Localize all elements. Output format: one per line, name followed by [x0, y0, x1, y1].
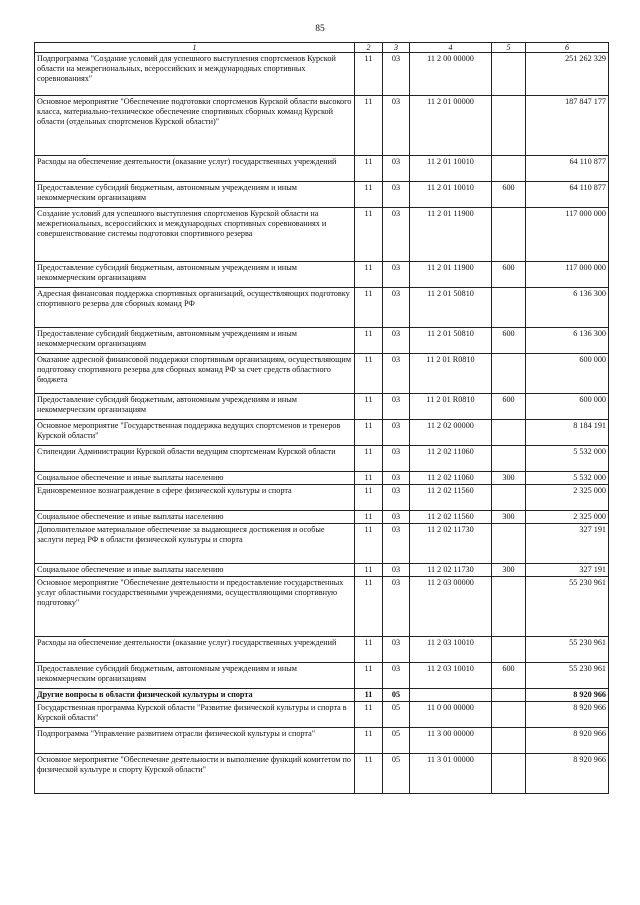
expense-type-cell: [492, 689, 526, 702]
section-code-cell: 11: [355, 728, 383, 754]
target-article-cell: 11 2 02 11060: [410, 472, 492, 485]
amount-cell: 6 136 300: [526, 288, 609, 328]
table-row: [35, 182, 609, 208]
target-article-cell: 11 2 00 00000: [410, 53, 492, 96]
subsection-code-cell: 03: [383, 564, 410, 577]
table-row: [35, 702, 609, 728]
row-name-cell: Основное мероприятие "Обеспечение подготовки спортсменов Курской области высокого класса, материально-техническое обеспечение спортивных сборных команд Курской области (отдельных спортсменов Курской области)": [35, 96, 355, 156]
subsection-code-cell: 03: [383, 511, 410, 524]
table-row: [35, 524, 609, 564]
expense-type-cell: [492, 702, 526, 728]
table-row: [35, 53, 609, 96]
subsection-code-cell: 03: [383, 288, 410, 328]
section-code-cell: 11: [355, 262, 383, 288]
target-article-cell: 11 2 02 11730: [410, 524, 492, 564]
row-name-cell: Основное мероприятие "Обеспечение деятельности и выполнение функций комитетом по физической культуре и спорту Курской области": [35, 754, 355, 794]
amount-cell: 5 532 000: [526, 446, 609, 472]
row-name-cell: Предоставление субсидий бюджетным, автономным учреждениям и иным некоммерческим организациям: [35, 182, 355, 208]
target-article-cell: 11 2 02 11560: [410, 511, 492, 524]
subsection-code-cell: 03: [383, 420, 410, 446]
target-article-cell: 11 2 01 00000: [410, 96, 492, 156]
subsection-code-cell: 03: [383, 182, 410, 208]
row-name-cell: Адресная финансовая поддержка спортивных организаций, осуществляющих подготовку спортивного резерва для сборных команд РФ: [35, 288, 355, 328]
expense-type-cell: [492, 96, 526, 156]
row-name-cell: Подпрограмма "Управление развитием отрасли физической культуры и спорта": [35, 728, 355, 754]
expense-type-cell: 300: [492, 564, 526, 577]
section-code-cell: 11: [355, 182, 383, 208]
amount-cell: 55 230 961: [526, 663, 609, 689]
subsection-code-cell: 03: [383, 663, 410, 689]
subsection-code-cell: 03: [383, 156, 410, 182]
amount-cell: 117 000 000: [526, 262, 609, 288]
amount-cell: 2 325 000: [526, 511, 609, 524]
page-number: 85: [315, 24, 325, 34]
target-article-cell: 11 2 02 00000: [410, 420, 492, 446]
amount-cell: 8 920 966: [526, 702, 609, 728]
target-article-cell: 11 2 02 11060: [410, 446, 492, 472]
table-row: [35, 637, 609, 663]
subsection-code-cell: 03: [383, 354, 410, 394]
amount-cell: 117 000 000: [526, 208, 609, 262]
subsection-code-cell: 03: [383, 577, 410, 637]
column-header: 5: [492, 43, 526, 53]
table-row: [35, 354, 609, 394]
target-article-cell: 11 3 00 00000: [410, 728, 492, 754]
target-article-cell: 11 2 03 10010: [410, 637, 492, 663]
table-row: [35, 288, 609, 328]
section-code-cell: 11: [355, 485, 383, 511]
target-article-cell: 11 2 01 11900: [410, 262, 492, 288]
amount-cell: 5 532 000: [526, 472, 609, 485]
subsection-code-cell: 03: [383, 472, 410, 485]
row-name-cell: Социальное обеспечение и иные выплаты населению: [35, 472, 355, 485]
table-row: [35, 728, 609, 754]
expense-type-cell: [492, 420, 526, 446]
target-article-cell: 11 2 02 11560: [410, 485, 492, 511]
row-name-cell: Стипендии Администрации Курской области ведущим спортсменам Курской области: [35, 446, 355, 472]
table-row: [35, 472, 609, 485]
expense-type-cell: [492, 53, 526, 96]
amount-cell: 2 325 000: [526, 485, 609, 511]
row-name-cell: Другие вопросы в области физической культуры и спорта: [35, 689, 355, 702]
subsection-code-cell: 03: [383, 208, 410, 262]
section-code-cell: 11: [355, 689, 383, 702]
amount-cell: 600 000: [526, 394, 609, 420]
row-name-cell: Расходы на обеспечение деятельности (оказание услуг) государственных учреждений: [35, 156, 355, 182]
amount-cell: 55 230 961: [526, 577, 609, 637]
amount-cell: 8 184 191: [526, 420, 609, 446]
expense-type-cell: [492, 524, 526, 564]
amount-cell: 600 000: [526, 354, 609, 394]
table-row: [35, 689, 609, 702]
section-code-cell: 11: [355, 208, 383, 262]
target-article-cell: 11 2 01 10010: [410, 156, 492, 182]
expense-type-cell: 600: [492, 262, 526, 288]
table-header-row: [35, 43, 609, 53]
amount-cell: 6 136 300: [526, 328, 609, 354]
row-name-cell: Государственная программа Курской области "Развитие физической культуры и спорта в Курской области": [35, 702, 355, 728]
target-article-cell: 11 3 01 00000: [410, 754, 492, 794]
amount-cell: 327 191: [526, 564, 609, 577]
subsection-code-cell: 03: [383, 53, 410, 96]
amount-cell: 8 920 966: [526, 728, 609, 754]
row-name-cell: Оказание адресной финансовой поддержки спортивным организациям, осуществляющим подготовку спортивного резерва для сборных команд РФ за счет средств областного бюджета: [35, 354, 355, 394]
target-article-cell: 11 2 02 11730: [410, 564, 492, 577]
row-name-cell: Социальное обеспечение и иные выплаты населению: [35, 564, 355, 577]
amount-cell: 327 191: [526, 524, 609, 564]
section-code-cell: 11: [355, 663, 383, 689]
table-row: [35, 485, 609, 511]
expense-type-cell: [492, 728, 526, 754]
section-code-cell: 11: [355, 53, 383, 96]
amount-cell: 64 110 877: [526, 182, 609, 208]
subsection-code-cell: 03: [383, 328, 410, 354]
section-code-cell: 11: [355, 511, 383, 524]
row-name-cell: Подпрограмма "Создание условий для успешного выступления спортсменов Курской области на межрегиональных, всероссийских и международных спортивных соревнованиях": [35, 53, 355, 96]
subsection-code-cell: 03: [383, 446, 410, 472]
expense-type-cell: [492, 208, 526, 262]
table-row: [35, 663, 609, 689]
expense-type-cell: [492, 577, 526, 637]
target-article-cell: 11 2 01 10010: [410, 182, 492, 208]
target-article-cell: 11 2 01 50810: [410, 288, 492, 328]
expense-type-cell: 300: [492, 472, 526, 485]
section-code-cell: 11: [355, 96, 383, 156]
subsection-code-cell: 03: [383, 262, 410, 288]
column-header: 6: [526, 43, 609, 53]
row-name-cell: Основное мероприятие "Государственная поддержка ведущих спортсменов и тренеров Курской области": [35, 420, 355, 446]
table-row: [35, 564, 609, 577]
section-code-cell: 11: [355, 420, 383, 446]
row-name-cell: Дополнительное материальное обеспечение за выдающиеся достижения и особые заслуги перед РФ в области физической культуры и спорта: [35, 524, 355, 564]
subsection-code-cell: 05: [383, 754, 410, 794]
expense-type-cell: [492, 485, 526, 511]
target-article-cell: 11 2 01 R0810: [410, 354, 492, 394]
expense-type-cell: [492, 754, 526, 794]
row-name-cell: Предоставление субсидий бюджетным, автономным учреждениям и иным некоммерческим организациям: [35, 663, 355, 689]
table-row: [35, 208, 609, 262]
amount-cell: 64 110 877: [526, 156, 609, 182]
table-row: [35, 446, 609, 472]
expense-type-cell: [492, 446, 526, 472]
subsection-code-cell: 05: [383, 702, 410, 728]
row-name-cell: Предоставление субсидий бюджетным, автономным учреждениям и иным некоммерческим организациям: [35, 394, 355, 420]
section-code-cell: 11: [355, 754, 383, 794]
section-code-cell: 11: [355, 446, 383, 472]
row-name-cell: Предоставление субсидий бюджетным, автономным учреждениям и иным некоммерческим организациям: [35, 328, 355, 354]
amount-cell: 187 847 177: [526, 96, 609, 156]
subsection-code-cell: 05: [383, 689, 410, 702]
table-row: [35, 577, 609, 637]
expense-type-cell: [492, 637, 526, 663]
table-row: [35, 328, 609, 354]
section-code-cell: 11: [355, 637, 383, 663]
subsection-code-cell: 05: [383, 728, 410, 754]
row-name-cell: Единовременное вознаграждение в сфере физической культуры и спорта: [35, 485, 355, 511]
subsection-code-cell: 03: [383, 485, 410, 511]
section-code-cell: 11: [355, 472, 383, 485]
section-code-cell: 11: [355, 354, 383, 394]
target-article-cell: 11 2 01 R0810: [410, 394, 492, 420]
expense-type-cell: [492, 288, 526, 328]
column-header: 4: [410, 43, 492, 53]
amount-cell: 55 230 961: [526, 637, 609, 663]
row-name-cell: Основное мероприятие "Обеспечение деятельности и предоставление государственных услуг областными государственными учреждениями, осуществляющими спортивную подготовку": [35, 577, 355, 637]
expense-type-cell: 300: [492, 511, 526, 524]
subsection-code-cell: 03: [383, 96, 410, 156]
section-code-cell: 11: [355, 524, 383, 564]
table-row: [35, 394, 609, 420]
budget-table: [34, 42, 609, 794]
column-header: 3: [383, 43, 410, 53]
section-code-cell: 11: [355, 288, 383, 328]
expense-type-cell: [492, 354, 526, 394]
target-article-cell: 11 2 03 00000: [410, 577, 492, 637]
target-article-cell: 11 2 03 10010: [410, 663, 492, 689]
row-name-cell: Расходы на обеспечение деятельности (оказание услуг) государственных учреждений: [35, 637, 355, 663]
amount-cell: 251 262 329: [526, 53, 609, 96]
expense-type-cell: 600: [492, 182, 526, 208]
row-name-cell: Социальное обеспечение и иные выплаты населению: [35, 511, 355, 524]
target-article-cell: 11 2 01 50810: [410, 328, 492, 354]
row-name-cell: Предоставление субсидий бюджетным, автономным учреждениям и иным некоммерческим организациям: [35, 262, 355, 288]
subsection-code-cell: 03: [383, 637, 410, 663]
subsection-code-cell: 03: [383, 524, 410, 564]
column-header: 2: [355, 43, 383, 53]
amount-cell: 8 920 966: [526, 754, 609, 794]
subsection-code-cell: 03: [383, 394, 410, 420]
column-header: 1: [35, 43, 355, 53]
amount-cell: 8 920 966: [526, 689, 609, 702]
table-row: [35, 96, 609, 156]
table-row: [35, 754, 609, 794]
section-code-cell: 11: [355, 328, 383, 354]
expense-type-cell: 600: [492, 394, 526, 420]
table-row: [35, 511, 609, 524]
target-article-cell: 11 2 01 11900: [410, 208, 492, 262]
expense-type-cell: 600: [492, 328, 526, 354]
table-row: [35, 156, 609, 182]
expense-type-cell: [492, 156, 526, 182]
table-row: [35, 420, 609, 446]
section-code-cell: 11: [355, 577, 383, 637]
table-row: [35, 262, 609, 288]
section-code-cell: 11: [355, 702, 383, 728]
target-article-cell: [410, 689, 492, 702]
section-code-cell: 11: [355, 156, 383, 182]
row-name-cell: Создание условий для успешного выступления спортсменов Курской области на межрегиональных, всероссийских и международных спортивных соревнованиях и совершенствование системы подготовки спортивного резерва: [35, 208, 355, 262]
section-code-cell: 11: [355, 394, 383, 420]
expense-type-cell: 600: [492, 663, 526, 689]
section-code-cell: 11: [355, 564, 383, 577]
target-article-cell: 11 0 00 00000: [410, 702, 492, 728]
